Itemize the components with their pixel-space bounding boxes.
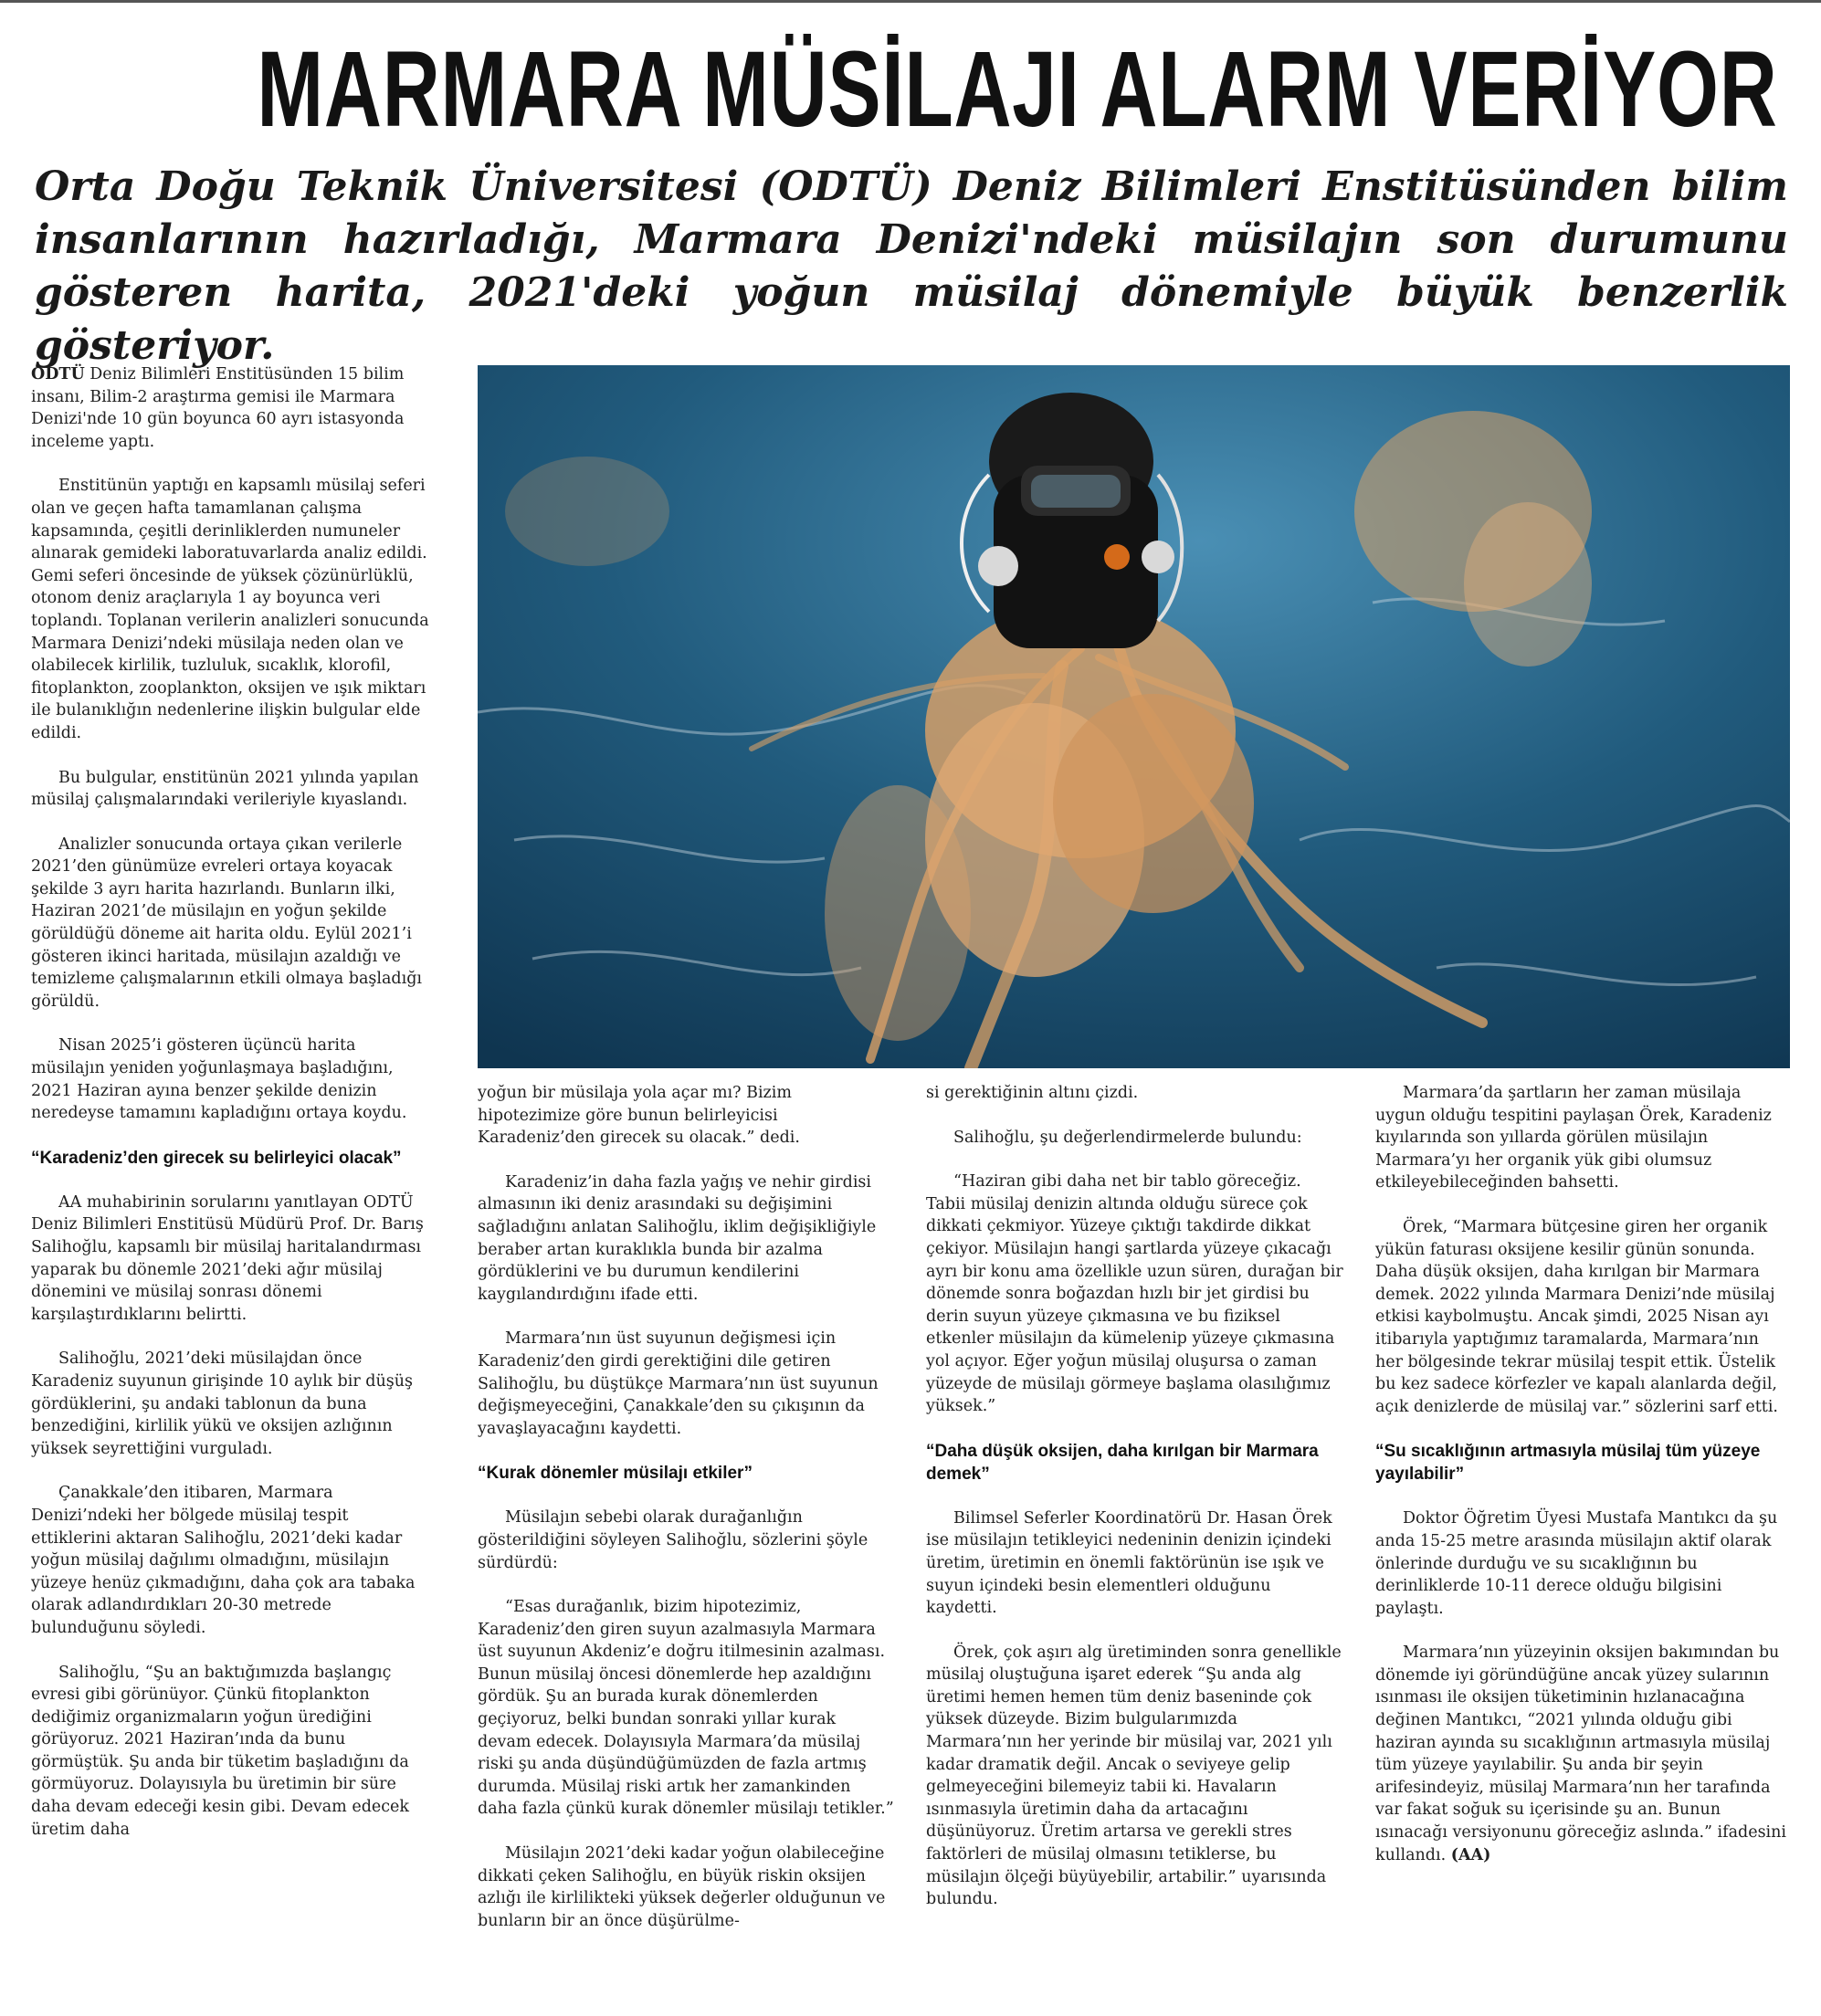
top-rule bbox=[0, 0, 1821, 3]
subheading: “Daha düşük oksijen, daha kırılgan bir Marmara demek” bbox=[926, 1441, 1319, 1484]
subheading: “Karadeniz’den girecek su belirleyici olacak” bbox=[31, 1148, 402, 1168]
lead-paragraph bbox=[31, 363, 433, 453]
paragraph: Marmara’da şartların her zaman müsilaja uygun olduğu tespitini paylaşan Örek, Karadeniz kıyılarında son yıllarda görülen müsilajın Marmara’yı her organik yük gibi olumsuz etkileyebileceğinden bahsetti. bbox=[1375, 1084, 1772, 1192]
paragraph: Salihoğlu, “Şu an baktığımızda başlangıç evresi gibi görünüyor. Çünkü fitoplankton dediğimiz organizmaların yoğun ürediğini görüyoruz. 2021 Haziran’ında da bunu görmüştük. Şu anda bir tüketim başladığını da görmüyoruz. Dolayısıyla bu üretimin bir süre daha devam edeceği kesin gibi. Devam edecek üretim daha bbox=[31, 1663, 410, 1839]
paragraph: Enstitünün yaptığı en kapsamlı müsilaj seferi olan ve geçen hafta tamamlanan çalışma kapsamında, çeşitli derinliklerden numuneler alınarak gemideki laboratuvarlarda analiz edildi. Gemi seferi öncesinde de yüksek çözünürlüklü, otonom deniz araçlarıyla 1 ay boyunca veri toplandı. Toplanan verilerin analizleri sonucunda Marmara Denizi’ndeki müsilaja neden olan ve olabilecek kirlilik, tuzluluk, sıcaklık, klorofil, fitoplankton, zooplankton, oksijen ve ışık miktarı ile bulanıklığın nedenlerine ilişkin bulgular elde edildi. bbox=[31, 477, 429, 742]
article-column-4 bbox=[1375, 1082, 1789, 1888]
subheading: “Kurak dönemler müsilajı etkiler” bbox=[478, 1464, 753, 1484]
paragraph: Çanakkale’den itibaren, Marmara Denizi’ndeki her bölgede müsilaj tespit ettiklerini aktaran Salihoğlu, 2021’deki kadar yoğun müsilaj dağılımı olmadığını, müsilajın yüzeye henüz çıkmadığını, daha çok ara tabaka olarak adlandırdıkları 20-30 metrede bulunduğunu söyledi. bbox=[31, 1484, 416, 1637]
paragraph: Karadeniz’in daha fazla yağış ve nehir girdisi almasının iki deniz arasındaki su değişimini sağladığını anlatan Salihoğlu, iklim değişikliğiyle beraber artan kuraklıkla bunda bir azalma gördüklerini ve bu durumun kendilerini kaygılandırdığını ifade etti. bbox=[478, 1172, 877, 1304]
subheading: “Su sıcaklığının artmasıyla müsilaj tüm yüzeye yayılabilir” bbox=[1375, 1442, 1761, 1485]
paragraph: “Esas durağanlık, bizim hipotezimiz, Karadeniz’den giren suyun azalmasıyla Marmara üst suyunun Akdeniz’e doğru itilmesinin azalması. Bunun müsilaj öncesi dönemlerde hep azaldığını gördük. Şu an burada kurak dönemlerden geçiyoruz, belki bundan sonraki yıllar kurak devam edecek. Dolayısıyla Marmara’da müsilaj riski şu anda düşündüğümüzden de fazla artmış durumda. Müsilaj riski artık her zamankinden daha fazla çünkü kurak dönemler müsilajı tetikler.” bbox=[478, 1598, 894, 1819]
paragraph: Salihoğlu, 2021’deki müsilajdan önce Karadeniz suyunun girişinde 10 aylık bir düşüş gördüklerini, şu andaki tablonun da buna benzediğini, kirlilik yükü ve oksijen azlığının yüksek seyrettiğini vurguladı. bbox=[31, 1349, 413, 1458]
paragraph: Marmara’nın üst suyunun değişmesi için Karadeniz’den girdi gerektiğini dile getiren Salihoğlu, bu düştükçe Marmara’nın üst suyunun değişmeyeceğini, Çanakkale’den su çıkışının da yavaşlayacağını kaydetti. bbox=[478, 1329, 879, 1438]
deck-subtitle: Orta Doğu Teknik Üniversitesi (ODTÜ) Deniz Bilimleri Enstitüsünden bilim insanlarının hazırladığı, Marmara Denizi'ndeki müsilajın son durumunu gösteren harita, 2021'deki yoğun müsilaj dönemiyle büyük benzerlik gösteriyor. bbox=[35, 163, 1788, 369]
paragraph: Bilimsel Seferler Koordinatörü Dr. Hasan Örek ise müsilajın tetikleyici nedeninin denizin içindeki üretim, üretimin en önemli faktörünün ise ışık ve suyun içindeki besin elementleri olduğunu kaydetti. bbox=[926, 1508, 1332, 1618]
paragraph bbox=[1375, 1642, 1789, 1866]
article-photo bbox=[478, 365, 1790, 1068]
headline: MARMARA MÜSİLAJI ALARM VERİYOR bbox=[257, 29, 1778, 150]
paragraph: Salihoğlu, şu değerlendirmelerde bulundu: bbox=[953, 1128, 1302, 1147]
lead-text: Deniz Bilimleri Enstitüsünden 15 bilim insanı, Bilim-2 araştırma gemisi ile Marmara Denizi'nde 10 gün boyunca 60 ayrı istasyonda inceleme yaptı. bbox=[31, 365, 405, 451]
paragraph: “Haziran gibi daha net bir tablo göreceğiz. Tabii müsilaj denizin altında olduğu sürece çok dikkati çekmiyor. Yüzeye çıktığı takdirde dikkat çekiyor. Müsilajın hangi şartlarda yüzeye çıkacağı ayrı bir konu ama özellikle uzun süren, durağan bir dönemde sonra boğazdan hızlı bir jet girdisi bu derin suyun yüzeye çıkmasına ve bu fiziksel etkenler müsilajın da kümelenip yüzeye çıkmasına yol açıyor. Eğer yoğun müsilaj oluşursa o zaman yüzeyde de müsilajı görmeye başlama olasılığımız yüksek.” bbox=[926, 1172, 1343, 1416]
paragraph: Nisan 2025’i gösteren üçüncü harita müsilajın yeniden yoğunlaşmaya başladığını, 2021 Haziran ayına benzer şekilde denizin neredeyse tamamını kapladığını ortaya koydu. bbox=[31, 1036, 407, 1123]
paragraph: AA muhabirinin sorularını yanıtlayan ODTÜ Deniz Bilimleri Enstitüsü Müdürü Prof. Dr. Barış Salihoğlu, kapsamlı bir müsilaj haritalandırması yaparak bu dönemle 2021’deki ağır müsilaj dönemini ve müsilaj sonrası dönemi karşılaştırdıklarını belirtti. bbox=[31, 1192, 424, 1324]
underwater-mucilage-illustration bbox=[478, 365, 1790, 1068]
paragraph-text: Marmara’nın yüzeyinin oksijen bakımından bu dönemde iyi göründüğüne ancak yüzey sularının ısınması ile oksijen tüketiminin hızlanacağına değinen Mantıkcı, “2021 yılında olduğu gibi haziran ayında su sıcaklığının artmasıyla müsilaj tüm yüzeye yayılabilir. Şu anda bir şeyin arifesindeyiz, müsilaj Marmara’nın her tarafında var fakat soğuk su içerisinde şu an. Bunun ısınacağı versiyonunu göreceğiz aslında.” ifadesini kullandı. bbox=[1375, 1643, 1787, 1864]
article-column-1 bbox=[31, 363, 433, 1863]
paragraph: Doktor Öğretim Üyesi Mustafa Mantıkcı da şu anda 15-25 metre arasında müsilajın aktif olarak önlerinde durduğu ve su sıcaklığının bu derinliklerde 10-11 derece olduğu bilgisini paylaştı. bbox=[1375, 1509, 1778, 1618]
article-column-2 bbox=[478, 1082, 894, 1954]
paragraph: Örek, çok aşırı alg üretiminden sonra genellikle müsilaj oluştuğuna işaret ederek “Şu anda alg üretimi hemen hemen tüm deniz baseninde çok yüksek düzeyde. Bizim bulgularımızda Marmara’nın her yerinde bir müsilaj var, 2021 yılı kadar dramatik değil. Ancak o seviyeye gelip gelmeyeceğini bilemeyiz tabii ki. Havaların ısınmasıyla üretimin daha da artacağını düşünüyoruz. Üretim artarsa ve gerekli stres faktörleri de müsilaj olmasını tetiklerse, bu müsilajın ölçeği büyüyebilir, artabilir.” uyarısında bulundu. bbox=[926, 1643, 1342, 1909]
source-credit: (AA) bbox=[1450, 1845, 1491, 1864]
paragraph: Müsilajın 2021’deki kadar yoğun olabileceğine dikkati çeken Salihoğlu, en büyük riskin oksijen azlığı ile kirlilikteki yüksek değerler olduğunun ve bunların bir an önce düşürülme- bbox=[478, 1844, 886, 1930]
lead-bold-word: ODTÜ bbox=[31, 365, 85, 383]
paragraph: si gerektiğinin altını çizdi. bbox=[926, 1084, 1139, 1102]
article-column-3 bbox=[926, 1082, 1344, 1933]
paragraph: Bu bulgular, enstitünün 2021 yılında yapılan müsilaj çalışmalarındaki verileriyle kıyaslandı. bbox=[31, 768, 419, 810]
paragraph: yoğun bir müsilaja yola açar mı? Bizim hipotezimize göre bunun belirleyicisi Karadeniz’den girecek su olacak.” dedi. bbox=[478, 1084, 800, 1148]
paragraph: Örek, “Marmara bütçesine giren her organik yükün faturası oksijene kesilir günün sonunda. Daha düşük oksijen, daha kırılgan bir Marmara demek. 2022 yılında Marmara Denizi’nde müsilaj etkisi kaybolmuştu. Ancak şimdi, 2025 Nisan ayı itibarıyla yaptığımız taramalarda, Marmara’nın her bölgesinde tekrar müsilaj tespit ettik. Üstelik bu kez sadece körfezler ve kapalı alanlarda değil, açık denizlerde de müsilaj var.” sözlerini sarf etti. bbox=[1375, 1217, 1778, 1416]
paragraph: Analizler sonucunda ortaya çıkan verilerle 2021’den günümüze evreleri ortaya koyacak şekilde 3 ayrı harita hazırlandı. Bunların ilki, Haziran 2021’de müsilajın en yoğun şekilde görüldüğü döneme ait harita oldu. Eylül 2021’i gösteren ikinci haritada, müsilajın azaldığı ve temizleme çalışmalarının etkili olmaya başladığı görüldü. bbox=[31, 835, 423, 1011]
paragraph: Müsilajın sebebi olarak durağanlığın gösterildiğini söyleyen Salihoğlu, sözlerini şöyle sürdürdü: bbox=[478, 1508, 868, 1572]
